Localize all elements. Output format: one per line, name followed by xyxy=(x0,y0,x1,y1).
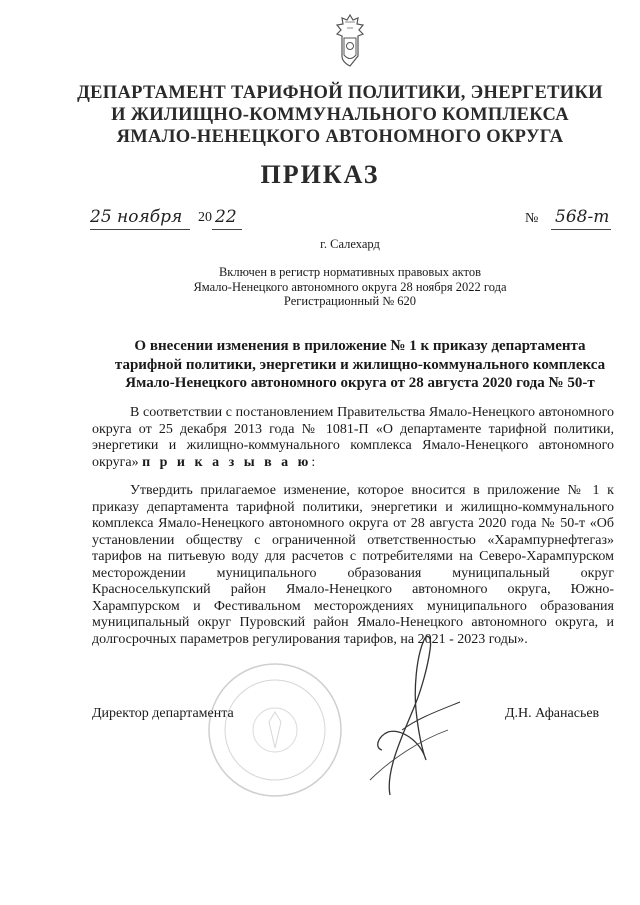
coat-of-arms-emblem xyxy=(325,12,375,68)
handwritten-number: 568-т xyxy=(555,207,610,227)
order-subject: О внесении изменения в приложение № 1 к приказу департамента тарифной политики, энергетики и жилищно-коммунального комплекса Ямало-Ненецкого автономного округа от 28 августа 2020 года № 50-т xyxy=(114,338,606,391)
order-keyword: п р и к а з ы в а ю xyxy=(142,454,312,470)
resolution-paragraph: Утвердить прилагаемое изменение, которое вносится в приложение № 1 к приказу департамента тарифной политики, энергетики и жилищно-коммунального комплекса Ямало-Ненецкого автономного округа от 28 августа 2020 года № 50-т «Об установлении обществу с ограниченной ответственностью «Харампурнефтегаз» тарифов на питьевую воду для расчетов с потребителями на Северо-Харампурском месторождении муниципального образования муниципальный округ Красноселькупский район Ямало-Ненецкого автономного округа, Южно-Харампурском и Фестивальном месторождениях муниципального образования муниципальный округ Пуровский район Ямало-Ненецкого автономного округа, и долгосрочных параметров регулирования тарифов, на 2021 - 2023 годы». xyxy=(92,483,614,647)
signatory-position: Директор департамента xyxy=(92,706,234,721)
signatory-name: Д.Н. Афанасьев xyxy=(505,706,600,721)
date-underline xyxy=(90,229,190,230)
registry-note xyxy=(150,265,550,309)
year-underline xyxy=(212,229,242,230)
preamble-text: В соответствии с постановлением Правительства Ямало-Ненецкого автономного округа от 25 декабря 2013 года № 1081-П «О департаменте тарифной политики, энергетики и жилищно-коммунального комплекса Ямало-Ненецкого автономного округа» xyxy=(92,405,614,470)
preamble-end: : xyxy=(311,454,316,470)
department-name xyxy=(40,82,640,148)
department-line-3: ЯМАЛО-НЕНЕЦКОГО АВТОНОМНОГО ОКРУГА xyxy=(116,127,564,147)
registry-line-2: Ямало-Ненецкого автономного округа 28 ноября 2022 года xyxy=(193,279,507,294)
number-label: № xyxy=(525,211,539,226)
handwritten-signature xyxy=(330,610,470,800)
order-date xyxy=(90,207,250,233)
year-prefix: 20 xyxy=(198,210,212,225)
department-line-2: И ЖИЛИЩНО-КОММУНАЛЬНОГО КОМПЛЕКСА xyxy=(111,105,569,125)
handwritten-year: 22 xyxy=(215,207,237,227)
department-line-1: ДЕПАРТАМЕНТ ТАРИФНОЙ ПОЛИТИКИ, ЭНЕРГЕТИКИ xyxy=(77,83,603,103)
official-seal-stamp xyxy=(205,660,345,800)
number-underline xyxy=(551,229,611,230)
handwritten-date: 25 ноября xyxy=(90,207,183,227)
order-number xyxy=(515,207,615,233)
registry-line-3: Регистрационный № 620 xyxy=(283,294,417,308)
registry-line-1: Включен в регистр нормативных правовых актов xyxy=(218,265,482,279)
document-type-title: ПРИКАЗ xyxy=(260,160,380,189)
preamble-paragraph xyxy=(92,405,614,471)
city-name: г. Салехард xyxy=(320,237,380,251)
